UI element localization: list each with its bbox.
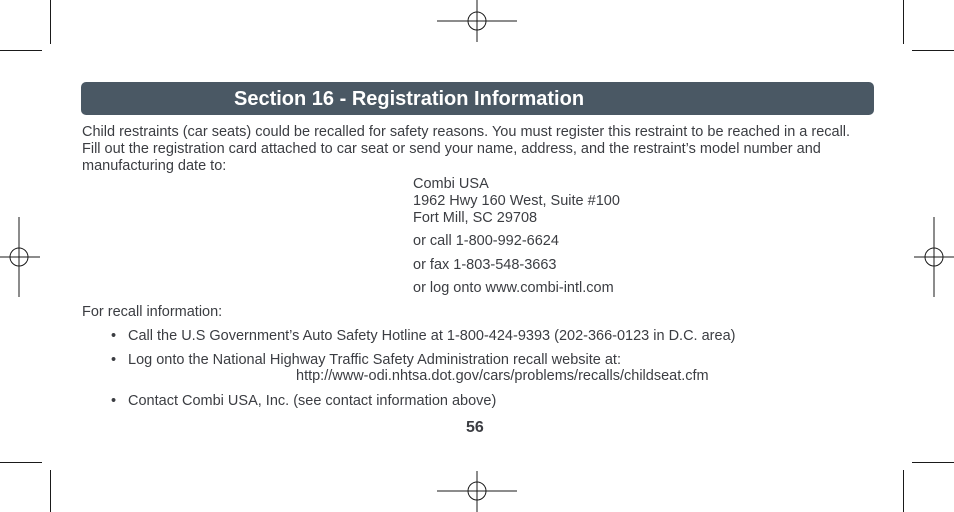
bullet-icon: • [111, 352, 117, 368]
address-street: 1962 Hwy 160 West, Suite #100 [413, 193, 620, 209]
recall-item-text: Log onto the National Highway Traffic Safety Administration recall website at: [128, 352, 621, 368]
section-header-bar [81, 82, 874, 115]
bullet-icon: • [111, 393, 117, 409]
address-phone: or call 1-800-992-6624 [413, 233, 559, 249]
page-number: 56 [466, 419, 484, 436]
address-company: Combi USA [413, 176, 489, 192]
nhtsa-recall-url[interactable]: http://www-odi.nhtsa.dot.gov/cars/problems/recalls/childseat.cfm [296, 368, 709, 384]
section-title: Section 16 - Registration Information [234, 88, 585, 110]
address-fax: or fax 1-803-548-3663 [413, 257, 557, 273]
registration-target-right [914, 217, 954, 297]
recall-item-text: Call the U.S Government’s Auto Safety Hotline at 1-800-424-9393 (202-366-0123 in D.C. area) [128, 328, 736, 344]
address-block [413, 176, 620, 297]
address-city: Fort Mill, SC 29708 [413, 210, 538, 226]
registration-target-bottom [437, 471, 517, 512]
address-web: or log onto www.combi-intl.com [413, 280, 614, 296]
registration-target-top [437, 0, 517, 42]
intro-paragraph: Child restraints (car seats) could be recalled for safety reasons. You must register this restraint to be reached in a recall. Fill out the registration card attached to car seat or send your name, address, and the restraint’s model number and manufacturing date to: [82, 124, 851, 174]
registration-target-left [0, 217, 40, 297]
bullet-icon: • [111, 328, 117, 344]
recall-heading: For recall information: [82, 304, 223, 320]
recall-item-text: Contact Combi USA, Inc. (see contact information above) [128, 393, 497, 409]
